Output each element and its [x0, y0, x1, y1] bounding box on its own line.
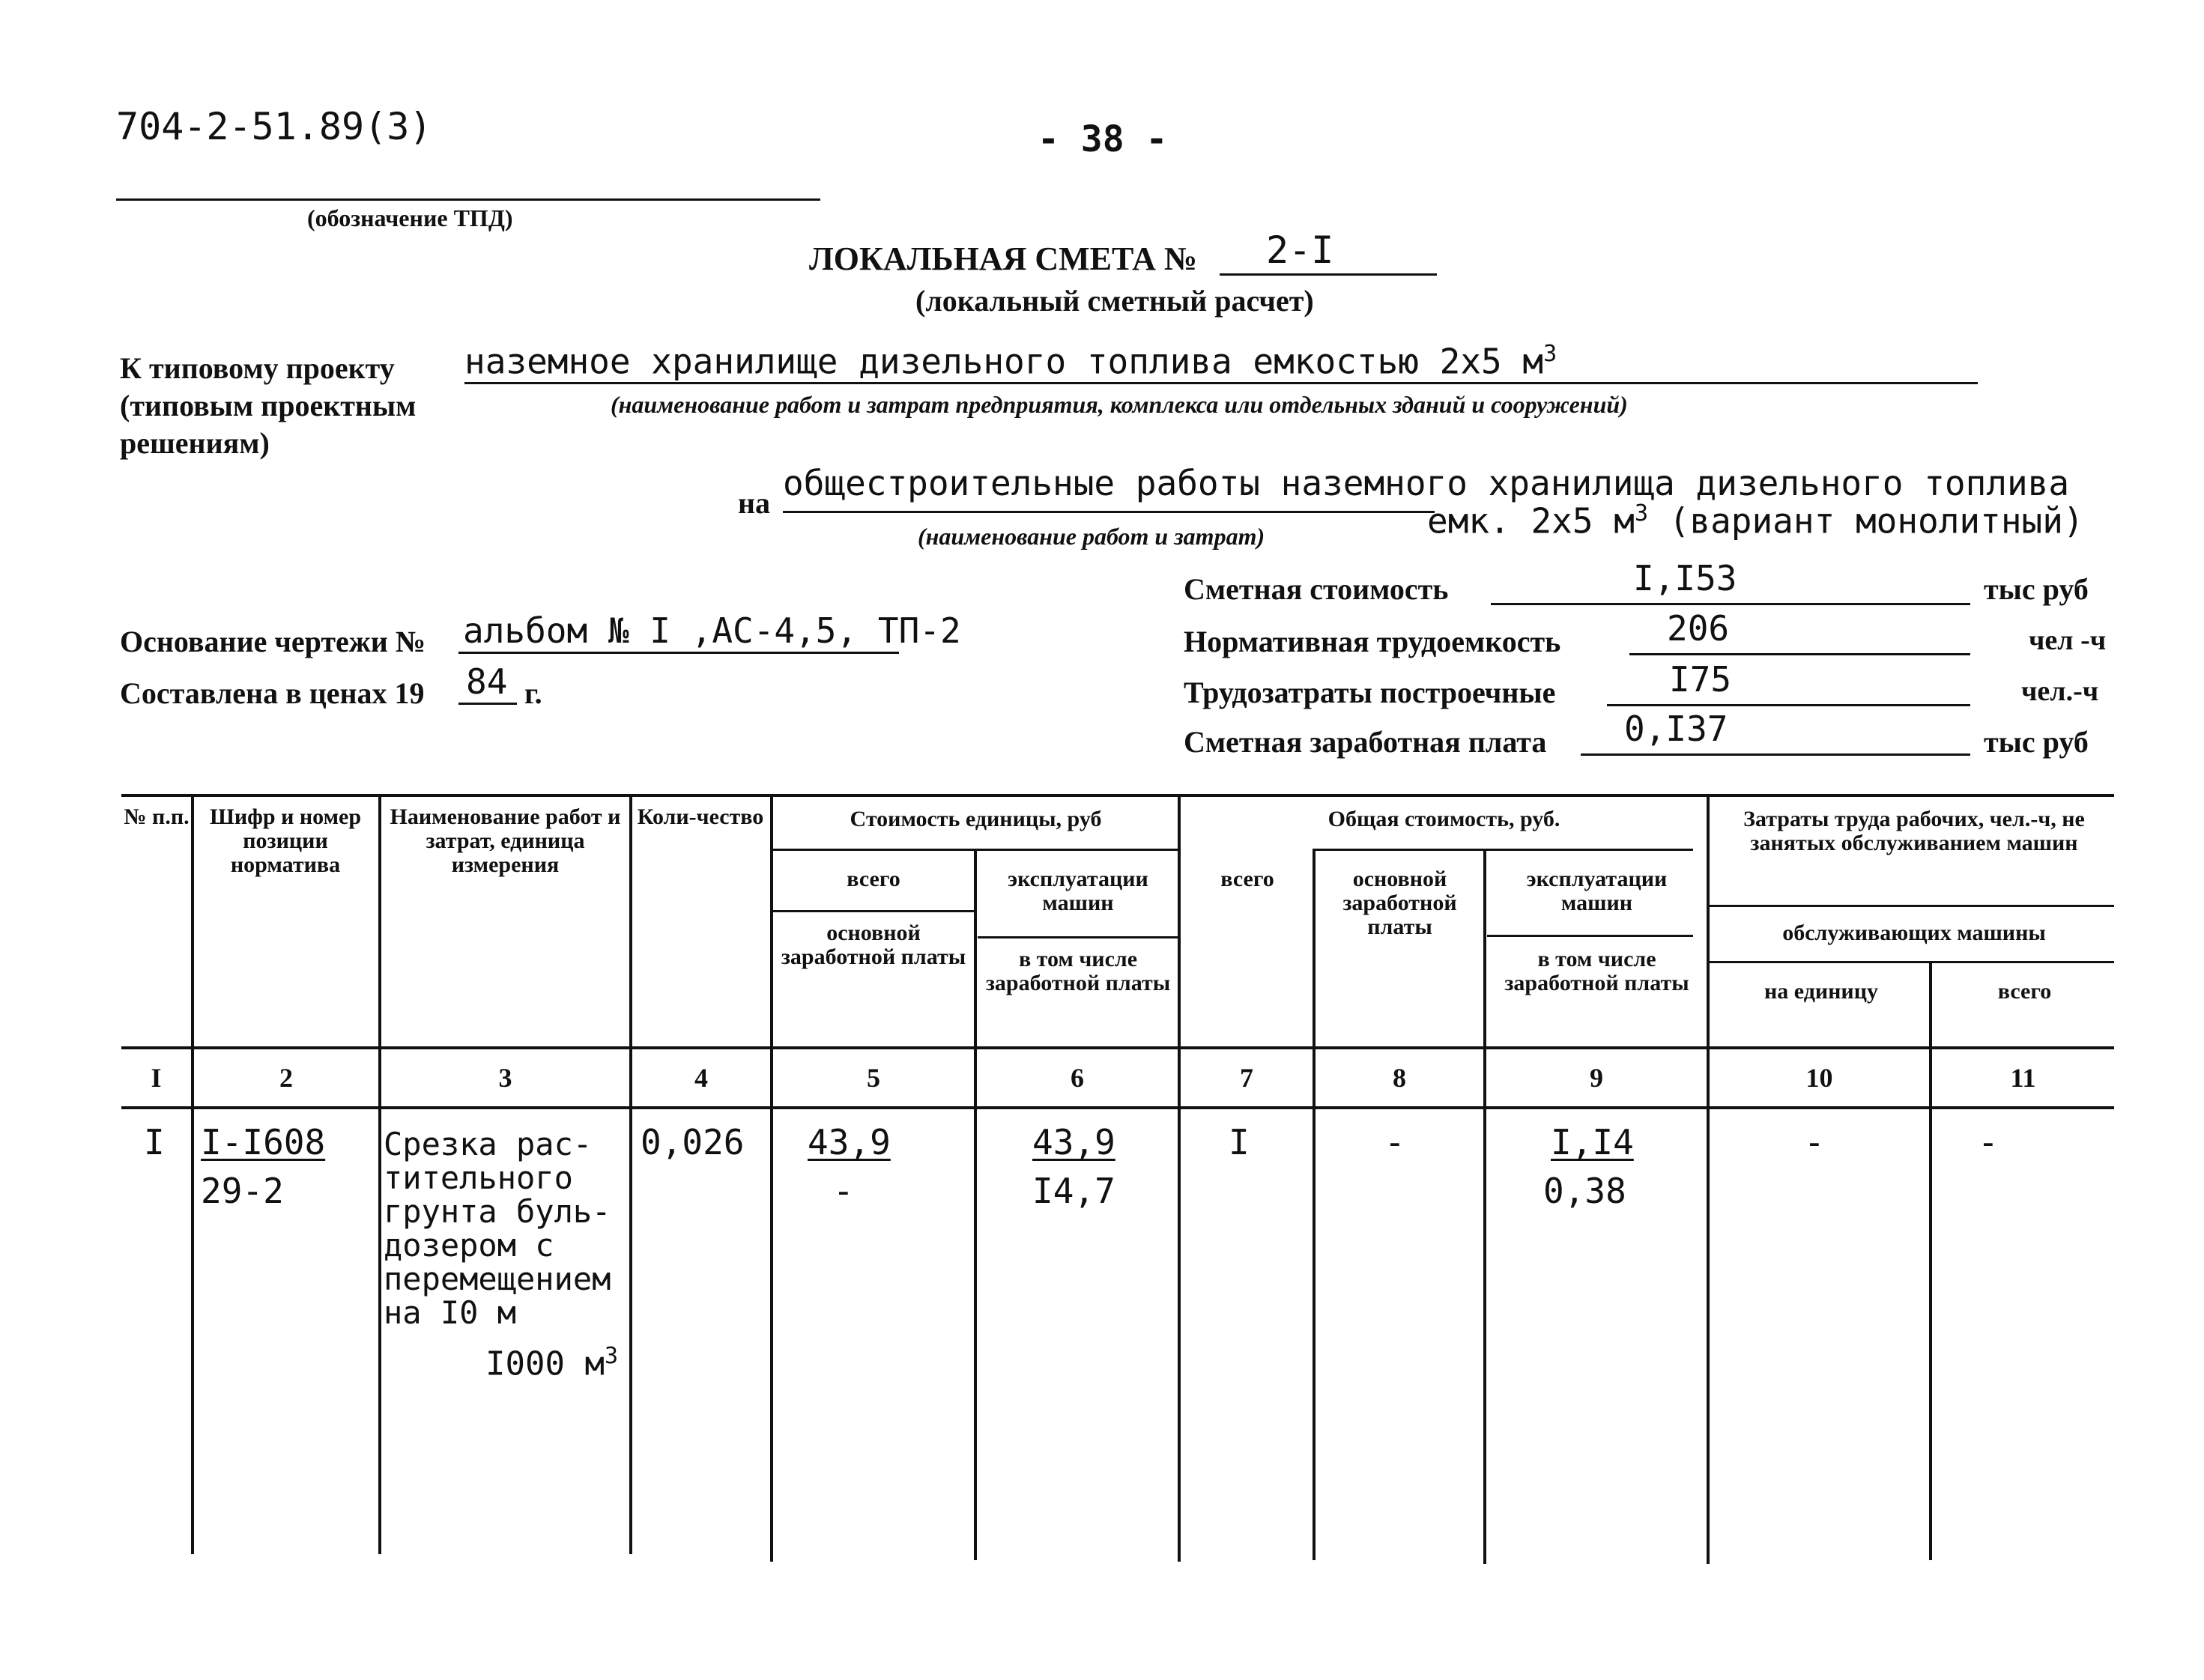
row-quantity: 0,026 [641, 1122, 745, 1162]
header-unit-machines: эксплуатации машин [1008, 867, 1148, 915]
row-code-line-2: 29-2 [201, 1171, 284, 1211]
header-row-number: № п.п. [124, 804, 190, 829]
row-total-all: I [1229, 1122, 1250, 1162]
col-sep-6 [1178, 794, 1181, 1562]
summary-unit-site-labor: чел.-ч [2021, 676, 2099, 707]
row-total-salary: - [1384, 1122, 1405, 1162]
summary-value-norm-labor: 206 [1667, 608, 1730, 649]
summary-label-salary: Сметная заработная плата [1184, 725, 1547, 759]
table-numbers-bottom-rule [121, 1106, 2114, 1109]
prices-year-line [458, 703, 517, 705]
row-name-line-2: тительного [384, 1159, 573, 1196]
labor-sub-rule-2 [1710, 961, 2114, 963]
col-number-2: 2 [279, 1063, 293, 1093]
project-name-text: наземное хранилище дизельного топлива емкостью 2х5 м [464, 341, 1544, 382]
document-code-caption: (обозначение ТПД) [307, 204, 513, 231]
header-unit-salary: основной заработной платы [781, 921, 966, 969]
row-unit-text: I000 м [485, 1344, 605, 1383]
summary-unit-norm-labor: чел -ч [2029, 625, 2107, 656]
basis-value: альбом № I ,АС-4,5, ТП-2 [463, 610, 961, 651]
header-total-machines: эксплуатации машин [1526, 867, 1668, 915]
project-name-line [464, 382, 1978, 384]
col-number-7: 7 [1240, 1063, 1253, 1093]
col-number-8: 8 [1393, 1063, 1406, 1093]
col-number-3: 3 [498, 1063, 512, 1093]
header-quantity: Коли-чество [637, 804, 764, 829]
works-line-2-rest: (вариант монолитный) [1648, 500, 2084, 542]
col-sep-2 [378, 794, 381, 1554]
summary-line-site-labor [1607, 704, 1970, 706]
works-prefix: на [738, 486, 771, 520]
col-number-9: 9 [1590, 1063, 1603, 1093]
header-labor-total: всего [1997, 979, 2052, 1004]
row-unit [485, 1343, 618, 1383]
row-name-line-3: грунта буль- [384, 1193, 611, 1230]
summary-line-cost [1491, 603, 1970, 605]
summary-value-salary: 0,I37 [1624, 709, 1728, 749]
summary-label-norm-labor: Нормативная трудоемкость [1184, 625, 1561, 658]
document-code: 704-2-51.89(3) [116, 105, 432, 148]
labor-sub-rule [1710, 905, 2114, 907]
col-sep-10 [1929, 961, 1932, 1560]
col-sep-5 [974, 849, 977, 1560]
header-code: Шифр и номер позиции норматива [209, 804, 362, 877]
prices-label: Составлена в ценах 19 [120, 676, 425, 710]
col-number-4: 4 [694, 1063, 708, 1093]
project-caption: (наименование работ и затрат предприятия, комплекса или отдельных зданий и сооружений) [611, 391, 1628, 418]
total-machines-sub-rule [1487, 935, 1693, 937]
col-number-5: 5 [867, 1063, 880, 1093]
project-label-2: (типовым проектным [120, 389, 417, 422]
estimate-title: ЛОКАЛЬНАЯ СМЕТА № [809, 240, 1198, 277]
prices-year: 84 [466, 661, 508, 702]
header-unit-total: всего [847, 867, 900, 891]
works-line-2 [1427, 500, 2084, 541]
row-unit-sup: 3 [604, 1343, 619, 1369]
project-name-sup: 3 [1543, 341, 1557, 367]
row-number: I [144, 1122, 165, 1162]
document-code-line [116, 198, 820, 201]
estimate-subtitle: (локальный сметный расчет) [915, 284, 1314, 318]
project-label-3: решениям) [120, 426, 270, 460]
row-total-machines-salary: 0,38 [1543, 1171, 1626, 1211]
col-number-6: 6 [1071, 1063, 1084, 1093]
project-label: К типовому проекту [120, 351, 395, 385]
header-total-salary: основной заработной платы [1342, 867, 1457, 939]
summary-value-site-labor: I75 [1669, 659, 1732, 700]
col-sep-9 [1707, 794, 1710, 1564]
unit-cost-sub-rule-2 [772, 910, 974, 912]
summary-line-salary [1581, 753, 1970, 756]
col-number-10: 10 [1805, 1063, 1833, 1093]
summary-line-norm-labor [1629, 653, 1970, 655]
row-unit-total: 43,9 [808, 1122, 891, 1162]
row-name-line-5: перемещением [384, 1261, 611, 1297]
row-name-line-1: Срезка рас- [384, 1126, 593, 1162]
header-unit-cost: Стоимость единицы, руб [850, 807, 1102, 831]
row-unit-salary: - [833, 1171, 854, 1211]
table-top-rule [121, 794, 2114, 797]
row-total-machines: I,I4 [1551, 1122, 1634, 1162]
works-line [783, 511, 1435, 513]
basis-line [458, 652, 899, 654]
works-line-2-sup: 3 [1634, 500, 1649, 527]
row-unit-machines-salary: I4,7 [1032, 1171, 1115, 1211]
col-sep-4 [770, 794, 773, 1562]
header-total-machines-salary: в том числе заработной платы [1504, 947, 1689, 995]
col-number-11: 11 [2010, 1063, 2036, 1093]
page-number: - 38 - [1038, 118, 1168, 160]
col-sep-1 [191, 794, 194, 1554]
row-labor-total: - [1978, 1122, 1999, 1162]
row-code-line-1: I-I608 [201, 1122, 326, 1162]
row-name-line-6: на I0 м [384, 1294, 517, 1331]
row-unit-machines: 43,9 [1032, 1122, 1115, 1162]
summary-unit-salary: тыс руб [1984, 725, 2089, 759]
row-name-line-4: дозером с [384, 1227, 554, 1264]
total-cost-sub-rule [1315, 849, 1693, 851]
table-header-bottom-rule [121, 1046, 2114, 1049]
header-total-all: всего [1220, 867, 1274, 891]
unit-machines-sub-rule [978, 936, 1180, 938]
project-name [464, 341, 1557, 381]
header-unit-machines-salary: в том числе заработной платы [985, 947, 1171, 995]
summary-unit-cost: тыс руб [1984, 572, 2089, 606]
estimate-number-line [1220, 273, 1437, 276]
header-labor: Затраты труда рабочих, чел.-ч, не занятых обслуживанием машин [1743, 807, 2085, 855]
header-labor-serving: обслуживающих машины [1782, 921, 2046, 945]
summary-label-cost: Сметная стоимость [1184, 572, 1449, 606]
estimate-number: 2-I [1266, 228, 1334, 272]
col-sep-7 [1313, 849, 1316, 1560]
header-total-cost: Общая стоимость, руб. [1327, 807, 1560, 831]
col-sep-8 [1483, 849, 1486, 1564]
basis-label: Основание чертежи № [120, 625, 426, 658]
works-line-1: общестроительные работы наземного хранилища дизельного топлива [783, 463, 2070, 503]
works-caption: (наименование работ и затрат) [918, 523, 1265, 550]
summary-label-site-labor: Трудозатраты построечные [1184, 676, 1556, 709]
col-number-1: I [151, 1063, 162, 1093]
header-labor-per-unit: на единицу [1763, 979, 1879, 1004]
col-sep-3 [629, 794, 632, 1554]
header-work-name: Наименование работ и затрат, единица измерения [390, 804, 621, 877]
summary-value-cost: I,I53 [1633, 558, 1737, 598]
prices-suffix: г. [524, 676, 542, 710]
works-line-2-text: емк. 2х5 м [1427, 500, 1635, 542]
row-labor-per-unit: - [1804, 1122, 1825, 1162]
